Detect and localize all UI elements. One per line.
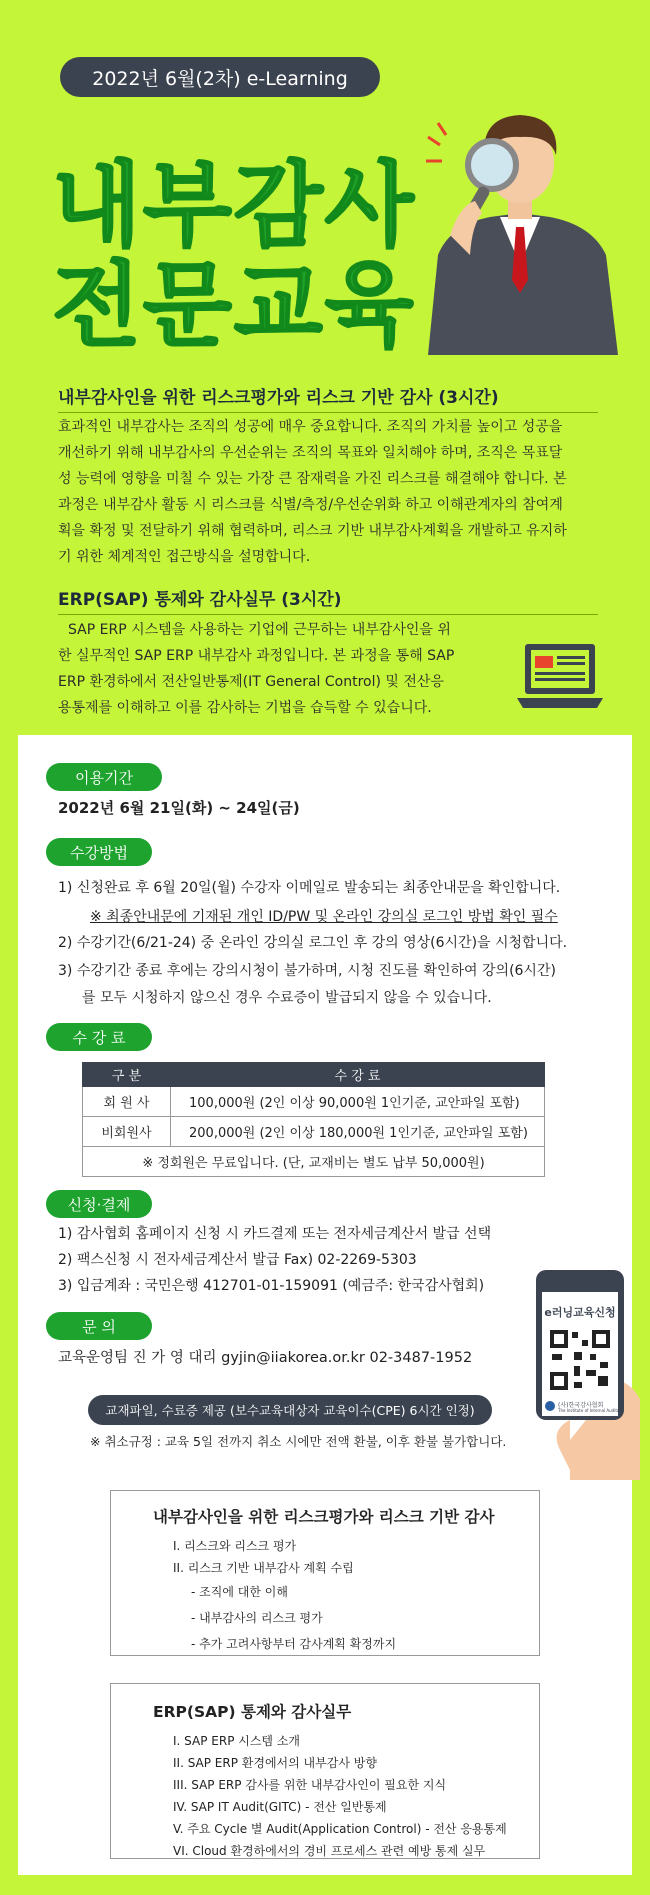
table-row (83, 1147, 545, 1177)
curriculum-title: 내부감사인을 위한 리스크평가와 리스크 기반 감사 (153, 1508, 495, 1526)
apply-label: 신청·결제 (46, 1190, 152, 1218)
curriculum-item: II. 리스크 기반 내부감사 계획 수립 (173, 1561, 354, 1575)
course1-title: 내부감사인을 위한 리스크평가와 리스크 기반 감사 (3시간) (58, 383, 598, 413)
method-note: ※ 최종안내문에 기재된 개인 ID/PW 및 온라인 강의실 로그인 방법 확인 필수 (90, 909, 558, 925)
fee-label: 수 강 료 (46, 1023, 152, 1051)
qr-phone-header: e러닝교육신청 (544, 1306, 616, 1319)
contact-label: 문 의 (46, 1312, 152, 1340)
laptop-icon (515, 640, 605, 715)
course1-curriculum-box (110, 1490, 540, 1656)
method-item3b: 를 모두 시청하지 않으신 경우 수료증이 발급되지 않을 수 있습니다. (82, 990, 492, 1006)
table-row (83, 1087, 545, 1117)
method-label: 수강방법 (46, 838, 152, 866)
fee-row-value: 200,000원 (2인 이상 180,000원 1인기준, 교안파일 포함) (171, 1117, 545, 1147)
curriculum-item: II. SAP ERP 환경에서의 내부감사 방향 (173, 1756, 377, 1770)
fee-row-name: 비회원사 (83, 1117, 171, 1147)
course2-title: ERP(SAP) 통제와 감사실무 (3시간) (58, 585, 598, 615)
qr-org-name: (사)한국감사협회 (558, 1402, 604, 1409)
fee-col-header: 수 강 료 (171, 1063, 545, 1087)
apply-item1: 1) 감사협회 홈페이지 신청 시 카드결제 또는 전자세금계산서 발급 선택 (58, 1226, 492, 1242)
contact-value: 교육운영팀 진 가 영 대리 gyjin@iiakorea.or.kr 02-3487-1952 (58, 1350, 473, 1366)
page-title-line1: 내부감사 (52, 152, 416, 259)
apply-item3: 3) 입금계좌 : 국민은행 412701-01-159091 (예금주: 한국감사협회) (58, 1278, 485, 1294)
fee-table (82, 1062, 545, 1177)
fee-row-name: 회 원 사 (83, 1087, 171, 1117)
curriculum-subitem: - 추가 고려사항부터 감사계획 확정까지 (191, 1637, 397, 1651)
method-item3a: 3) 수강기간 종료 후에는 강의시청이 불가하며, 시청 진도를 확인하여 강의(6시간) (58, 963, 556, 979)
curriculum-subitem: - 내부감사의 리스크 평가 (191, 1611, 323, 1625)
method-item1: 1) 신청완료 후 6월 20일(월) 수강자 이메일로 발송되는 최종안내문을 확인합니다. (58, 880, 561, 896)
fee-row-value: 100,000원 (2인 이상 90,000원 1인기준, 교안파일 포함) (171, 1087, 545, 1117)
curriculum-subitem: - 조직에 대한 이해 (191, 1585, 288, 1599)
cpe-info-pill: 교재파일, 수료증 제공 (보수교육대상자 교육이수(CPE) 6시간 인정) (88, 1395, 492, 1425)
course1-description: 효과적인 내부감사는 조직의 성공에 매우 중요합니다. 조직의 가치를 높이고 성공을 개선하기 위해 내부감사의 우선순위는 조직의 목표와 일치해야 하며, 조직은 목표달 성 능력에 영향을 미칠 수 있는 가장 큰 잠재력을 가진 리스크를 해결해야 합니다. 본 과정은 내부감사 활동 시 리스크를 식별/측정/우선순위화 하고 이해관계자의 참여계 획을 확정 및 전달하기 위해 협력하며, 리스크 기반 내부감사계획을 개발하고 유지하 기 위한 체계적인 접근방식을 설명합니다. (58, 419, 567, 565)
curriculum-item: IV. SAP IT Audit(GITC) - 전산 일반통제 (173, 1800, 387, 1814)
curriculum-item: VI. Cloud 환경하에서의 경비 프로세스 관련 예방 통제 실무 (173, 1844, 486, 1858)
apply-item2: 2) 팩스신청 시 전자세금계산서 발급 Fax) 02-2269-5303 (58, 1252, 417, 1268)
method-item2: 2) 수강기간(6/21-24) 중 온라인 강의실 로그인 후 강의 영상(6시간)을 시청합니다. (58, 935, 568, 951)
qr-org-name-en: The Institute of Internal Auditors (558, 1408, 624, 1413)
curriculum-item: V. 주요 Cycle 별 Audit(Application Control) - 전산 응용통제 (173, 1822, 507, 1836)
period-label: 이용기간 (46, 763, 162, 791)
cancel-policy-note: ※ 취소규정 : 교육 5일 전까지 취소 시에만 전액 환불, 이후 환불 불가합니다. (90, 1434, 507, 1449)
period-value: 2022년 6월 21일(화) ~ 24일(금) (58, 799, 300, 817)
page-title-line2: 전문교육 (52, 252, 416, 359)
course2-description: SAP ERP 시스템을 사용하는 기업에 근무하는 내부감사인을 위 한 실무적인 SAP ERP 내부감사 과정입니다. 본 과정을 통해 SAP ERP 환경하에서 전산일반통제(IT General Control) 및 전산응 용통제를 이해하고 이를 감사하는 기법을 습득할 수 있습니다. (58, 622, 455, 716)
qr-phone-illustration (530, 1270, 640, 1480)
course2-curriculum-box (110, 1683, 540, 1859)
curriculum-item: III. SAP ERP 감사를 위한 내부감사인이 필요한 지식 (173, 1778, 447, 1792)
curriculum-item: I. SAP ERP 시스템 소개 (173, 1734, 301, 1748)
fee-note: ※ 정회원은 무료입니다. (단, 교재비는 별도 납부 50,000원) (83, 1147, 545, 1177)
table-row (83, 1117, 545, 1147)
fee-col-header: 구 분 (83, 1063, 171, 1087)
event-badge: 2022년 6월(2차) e-Learning (60, 57, 380, 97)
curriculum-item: I. 리스크와 리스크 평가 (173, 1539, 297, 1553)
curriculum-title: ERP(SAP) 통제와 감사실무 (153, 1703, 352, 1721)
auditor-magnifier-illustration (420, 105, 620, 355)
